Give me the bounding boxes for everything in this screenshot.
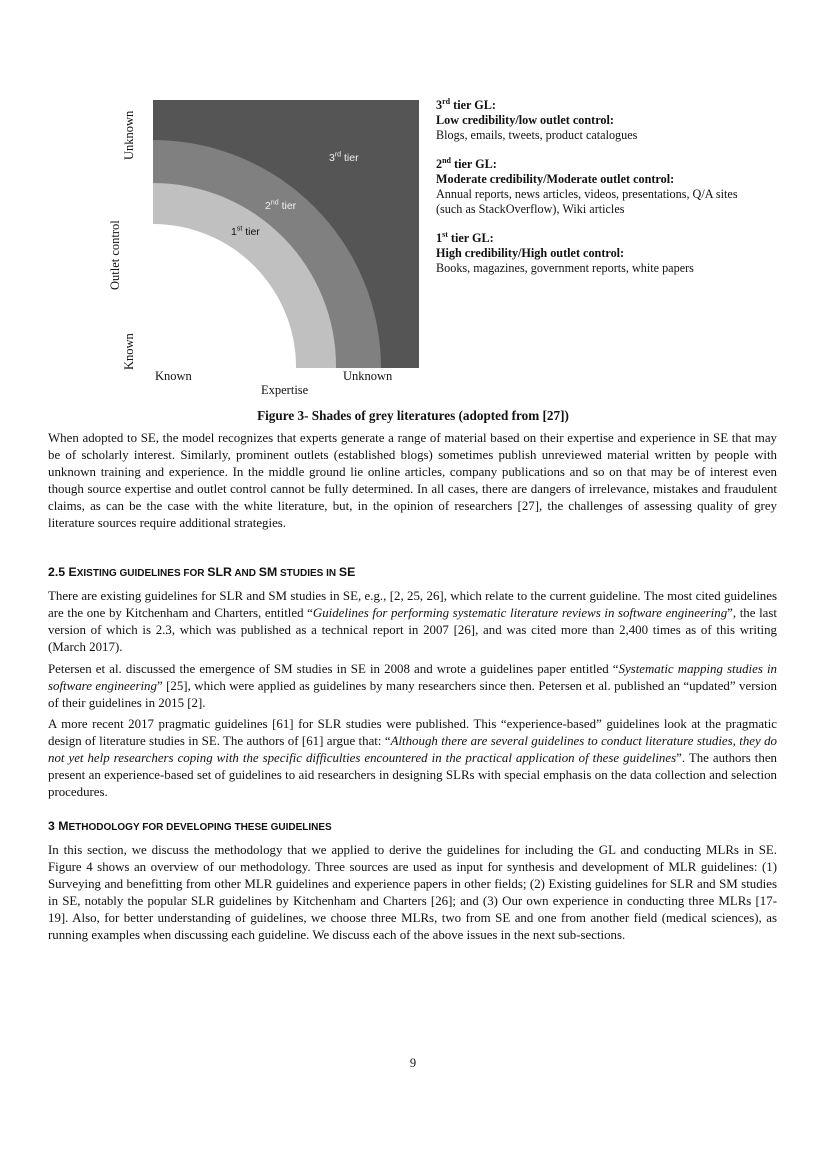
page-number: 9 <box>409 1056 417 1070</box>
x-axis-right-tick: Unknown <box>343 369 393 383</box>
figure-legend <box>436 98 766 290</box>
legend-subtitle: Low credibility/low outlet control: <box>436 113 614 127</box>
legend-first-tier <box>436 231 766 276</box>
paragraph-methodology: In this section, we discuss the methodology that we applied to derive the guidelines for including the GL and conducting MLRs in SE. Figure 4 shows an overview of our methodology. Three sources are used as input for synthesis and development of MLR guidelines: (1) Surveying and benefitting from other MLR guidelines and experience papers in other fields; (2) Existing guidelines for SLR and SM studies in SE, notably the popular SLR guidelines by Kitchenham and Charters [26]; and (3) Our own experience in conducting three MLRs [17-19]. Also, for better understanding of guidelines, we choose three MLRs, two from SE and one from another field (medical sciences), as running examples when discussing each guideline. We discuss each of the above issues in the next sub-sections. <box>48 843 777 942</box>
section-heading-3: 3 METHODOLOGY FOR DEVELOPING THESE GUIDELINES <box>48 819 332 833</box>
legend-title: 2nd tier GL: <box>436 155 497 171</box>
legend-title: 1st tier GL: <box>436 229 494 245</box>
x-axis-left-tick: Known <box>155 369 192 383</box>
legend-text: Blogs, emails, tweets, product catalogues <box>436 128 638 142</box>
x-axis-label: Expertise <box>261 383 309 397</box>
paragraph-petersen: Petersen et al. discussed the emergence of SM studies in SE in 2008 and wrote a guidelines paper entitled “Systematic mapping studies in software engineering” [25], which were applied as guidelines by many researchers since then. Petersen et al. published an “updated” version of their guidelines in 2015 [2]. <box>48 662 777 710</box>
legend-second-tier <box>436 157 766 217</box>
legend-text: Books, magazines, government reports, white papers <box>436 261 694 275</box>
figure-caption: Figure 3- Shades of grey literatures (adopted from [27]) <box>257 408 569 423</box>
third-tier-label: 3rd tier <box>329 151 359 164</box>
legend-third-tier <box>436 98 766 143</box>
legend-subtitle: Moderate credibility/Moderate outlet control: <box>436 172 675 186</box>
paragraph-existing-guidelines: There are existing guidelines for SLR and SM studies in SE, e.g., [2, 25, 26], which relate to the current guideline. The most cited guidelines are the one by Kitchenham and Charters, entitled “Guidelines for performing systematic literature reviews in software engineering”, the last version of which is 2.3, which was published as a technical report in 2007 [26], and was cited more than 2,400 times as of this writing (March 2017). <box>48 589 777 654</box>
first-tier-label: 1st tier <box>231 225 260 238</box>
paragraph-pragmatic-guidelines: A more recent 2017 pragmatic guidelines [61] for SLR studies were published. This “experience-based” guidelines look at the pragmatic design of literature studies in SE. The authors of [61] argue that: “Although there are several guidelines to conduct literature studies, they do not yet help researchers coping with the specific difficulties encountered in the practical application of these guidelines”. The authors then present an experience-based set of guidelines to aid researchers in designing SLRs with special emphasis on the data collection and selection procedures. <box>48 717 778 799</box>
legend-subtitle: High credibility/High outlet control: <box>436 246 625 260</box>
legend-text: Annual reports, news articles, videos, presentations, Q/A sites (such as StackOverflow), Wiki articles <box>436 187 738 216</box>
section-heading-2-5: 2.5 EXISTING GUIDELINES FOR SLR AND SM STUDIES IN SE <box>48 565 356 579</box>
y-axis-top-tick: Unknown <box>122 110 136 160</box>
y-axis-label: Outlet control <box>108 220 122 290</box>
legend-title: 3rd tier GL: <box>436 96 496 112</box>
y-axis-bottom-tick: Known <box>122 333 136 370</box>
paragraph-model: When adopted to SE, the model recognizes that experts generate a range of material based on their expertise and experience in SE that may be of scholarly interest. Similarly, prominent outlets (established blogs) sometimes publish unreviewed material written by people with unknown training and experience. In the middle ground lie online articles, company publications and so on that may be of interest even though source expertise and outlet control cannot be fully determined. In all cases, there are dangers of irrelevance, mistakes and fraudulent claims, as can be the case with the white literature, but, in the opinion of researchers [27], the challenges of assessing quality of grey literature sources require additional strategies. <box>48 431 777 530</box>
second-tier-label: 2nd tier <box>265 199 297 212</box>
